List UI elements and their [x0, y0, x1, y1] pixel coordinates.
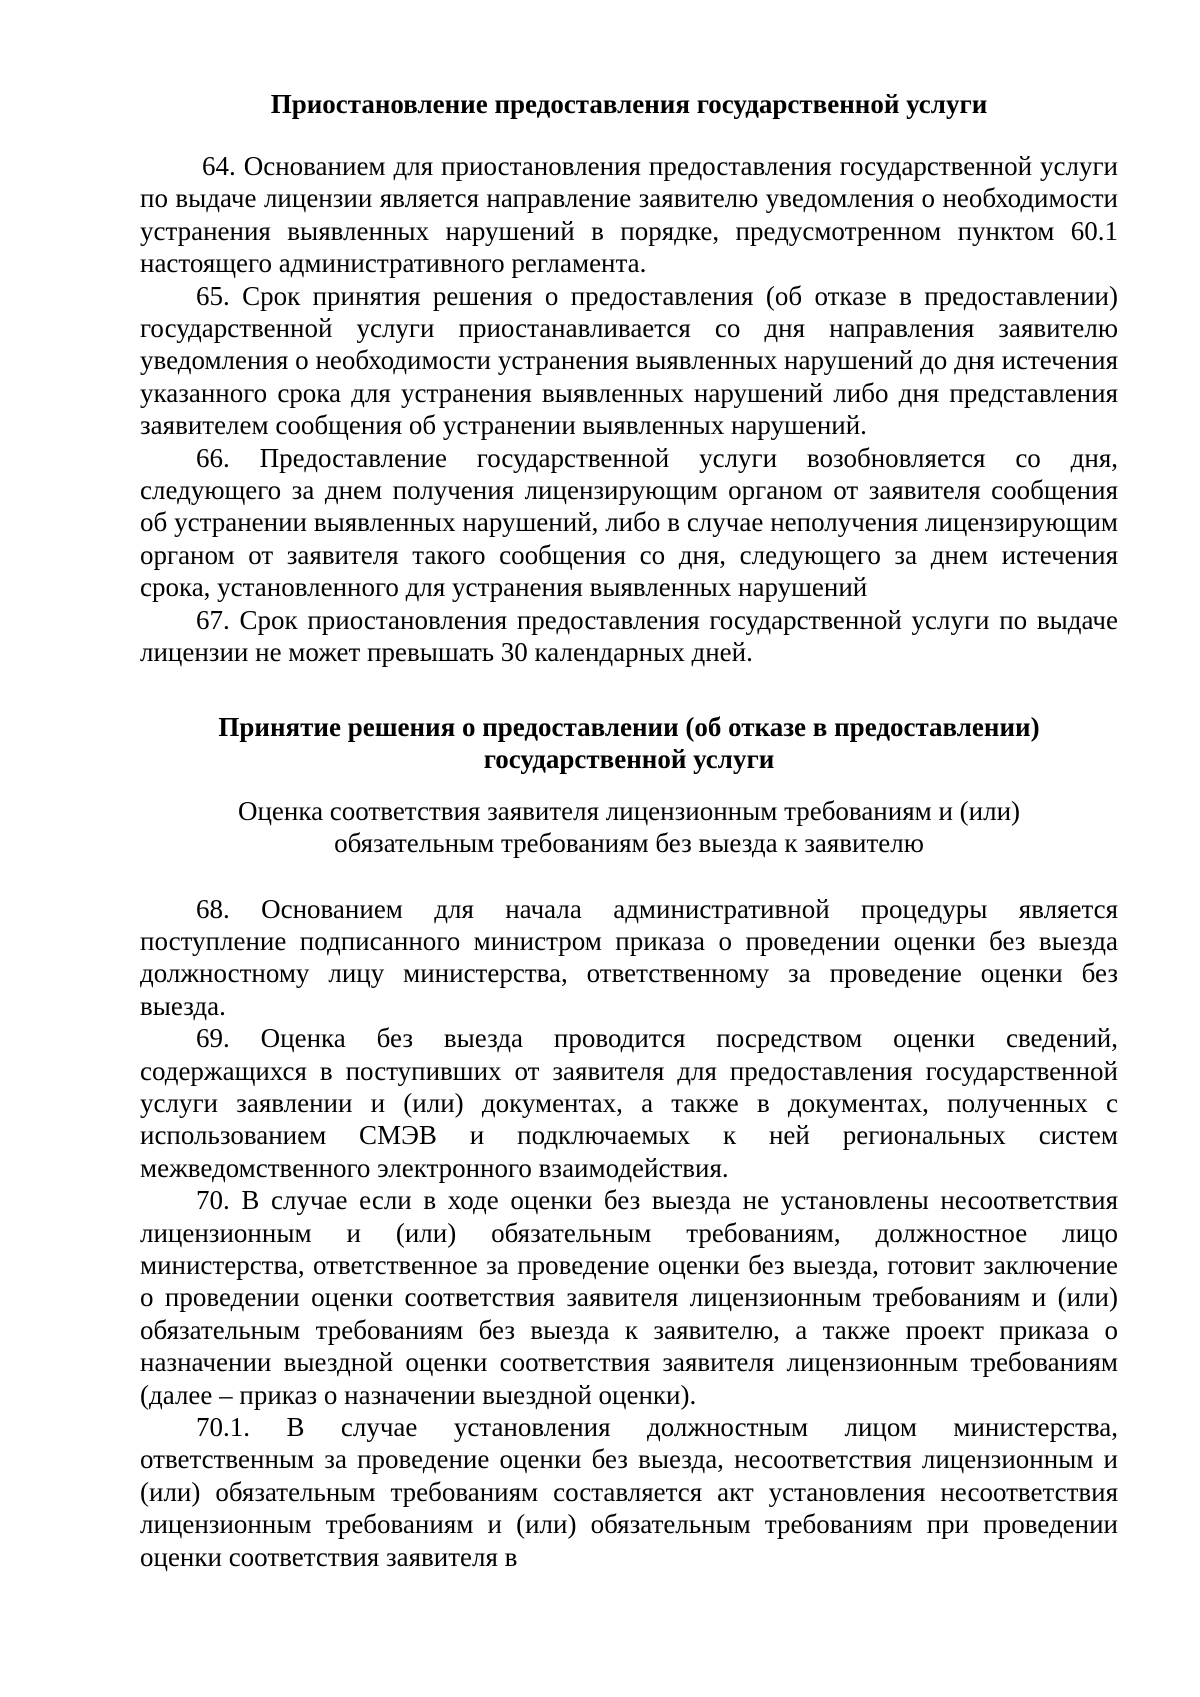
- spacer: [140, 120, 1118, 150]
- paragraph-67: 67. Срок приостановления предоставления государственной услуги по выдаче лицензии не может превышать 30 календарных дней.: [140, 604, 1118, 668]
- paragraph-70-1: 70.1. В случае установления должностным лицом министерства, ответственным за проведение оценки без выезда, несоответствия лицензионным и (или) обязательным требованиям составляется акт установления несоответствия лицензионным требованиям и (или) обязательным требованиям при проведении оценки соответствия заявителя в: [140, 1412, 1118, 1572]
- paragraph-69: 69. Оценка без выезда проводится посредством оценки сведений, содержащихся в поступивших от заявителя для предоставления государственной услуги заявлении и (или) документах, а также в документах, полученных с использованием СМЭВ и подключаемых к ней региональных систем межведомственного электронного взаимодействия.: [140, 1023, 1118, 1183]
- subsection-heading-line1: Оценка соответствия заявителя лицензионным требованиям и (или): [237, 795, 1021, 826]
- section-heading-suspension: Приостановление предоставления государственной услуги: [270, 89, 988, 119]
- document-page: [140, 88, 1118, 1573]
- paragraph-70: 70. В случае если в ходе оценки без выезда не установлены несоответствия лицензионным и (или) обязательным требованиям, должностное лицо министерства, ответственное за проведение оценки без выезда, готовит заключение о проведении оценки соответствия заявителя лицензионным требованиям и (или) обязательным требованиям без выезда к заявителю, а также проект приказа о назначении выездной оценки соответствия заявителя лицензионным требованиям (далее – приказ о назначении выездной оценки).: [140, 1185, 1118, 1410]
- subsection-heading-line2: обязательным требованиям без выезда к заявителю: [334, 827, 924, 858]
- paragraph-65: 65. Срок принятия решения о предоставления (об отказе в предоставлении) государственной услуги приостанавливается со дня направления заявителю уведомления о необходимости устранения выявленных нарушений до дня истечения указанного срока для устранения выявленных нарушений либо дня представления заявителем сообщения об устранении выявленных нарушений.: [140, 280, 1118, 441]
- paragraph-68: 68. Основанием для начала административной процедуры является поступление подписанного министром приказа о проведении оценки без выезда должностному лицу министерства, ответственному за проведение оценки без выезда.: [140, 893, 1118, 1021]
- spacer: [140, 669, 1118, 711]
- section-heading-decision-line2: государственной услуги: [483, 743, 775, 774]
- spacer: [140, 859, 1118, 893]
- spacer: [140, 775, 1118, 795]
- paragraph-66: 66. Предоставление государственной услуги возобновляется со дня, следующего за днем получения лицензирующим органом от заявителя сообщения об устранении выявленных нарушений, либо в случае неполучения лицензирующим органом от заявителя такого сообщения со дня, следующего за днем истечения срока, установленного для устранения выявленных нарушений: [140, 442, 1118, 603]
- paragraph-64: 64. Основанием для приостановления предоставления государственной услуги по выдаче лицензии является направление заявителю уведомления о необходимости устранения выявленных нарушений в порядке, предусмотренном пунктом 60.1 настоящего административного регламента.: [140, 151, 1118, 279]
- section-heading-decision-line1: Принятие решения о предоставлении (об отказе в предоставлении): [218, 711, 1040, 742]
